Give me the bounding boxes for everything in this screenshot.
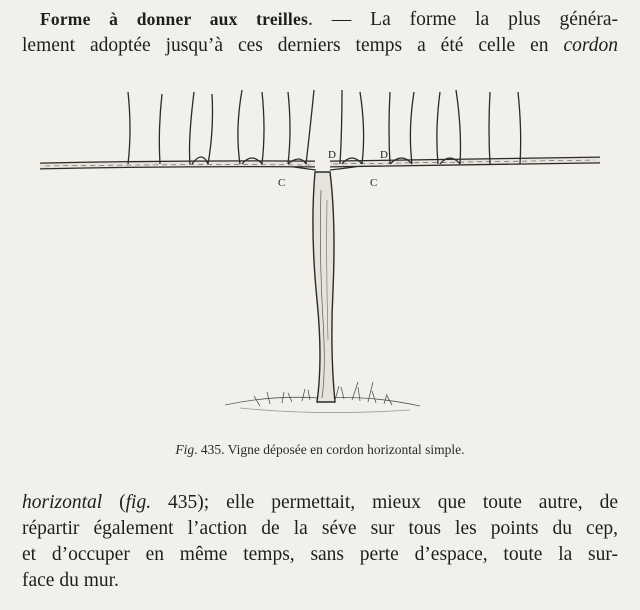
bottom-paragraph — [22, 490, 618, 594]
bottom-line-3: et d’occuper en même temps, sans perte d’espace, toute la sur- — [22, 544, 618, 565]
bottom-line-1-rest: 435); elle permettait, mieux que toute autre, de — [151, 492, 618, 513]
label-c-left: C — [278, 177, 286, 189]
bottom-line-1-italic: horizontal — [22, 492, 103, 513]
caption-number: . 435. — [194, 442, 225, 457]
top-line-2 — [22, 33, 618, 59]
label-d-left: D — [328, 149, 336, 161]
heading-tail: . — La forme la plus généra- — [307, 9, 618, 30]
horizontal-cordon — [40, 160, 600, 166]
figure-caption — [0, 442, 640, 458]
figure-labels — [278, 149, 388, 189]
label-c-right: C — [370, 177, 378, 189]
caption-text: Vigne déposée en cordon horizontal simple. — [224, 442, 465, 457]
bottom-line-2: répartir également l’action de la séve sur tous les points du cep, — [22, 518, 618, 539]
vine-illustration — [30, 80, 610, 430]
vine-trunk — [288, 166, 360, 402]
bottom-line-1-paren: ( — [102, 492, 126, 513]
bottom-line-1-fig: fig. — [125, 492, 152, 513]
top-line-2-italic: cordon — [563, 35, 618, 56]
caption-fig-prefix: Fig — [175, 442, 195, 457]
bottom-line-1 — [22, 490, 618, 516]
top-paragraph — [22, 6, 618, 59]
top-line-2-text: lement adoptée jusqu’à ces derniers temps a été celle en — [22, 35, 564, 56]
bottom-line-4: face du mur. — [22, 570, 119, 591]
section-heading: Forme à donner aux treilles — [40, 9, 308, 29]
top-line-1 — [22, 6, 618, 33]
label-d-right: D — [380, 149, 388, 161]
vertical-shoots — [128, 90, 521, 164]
